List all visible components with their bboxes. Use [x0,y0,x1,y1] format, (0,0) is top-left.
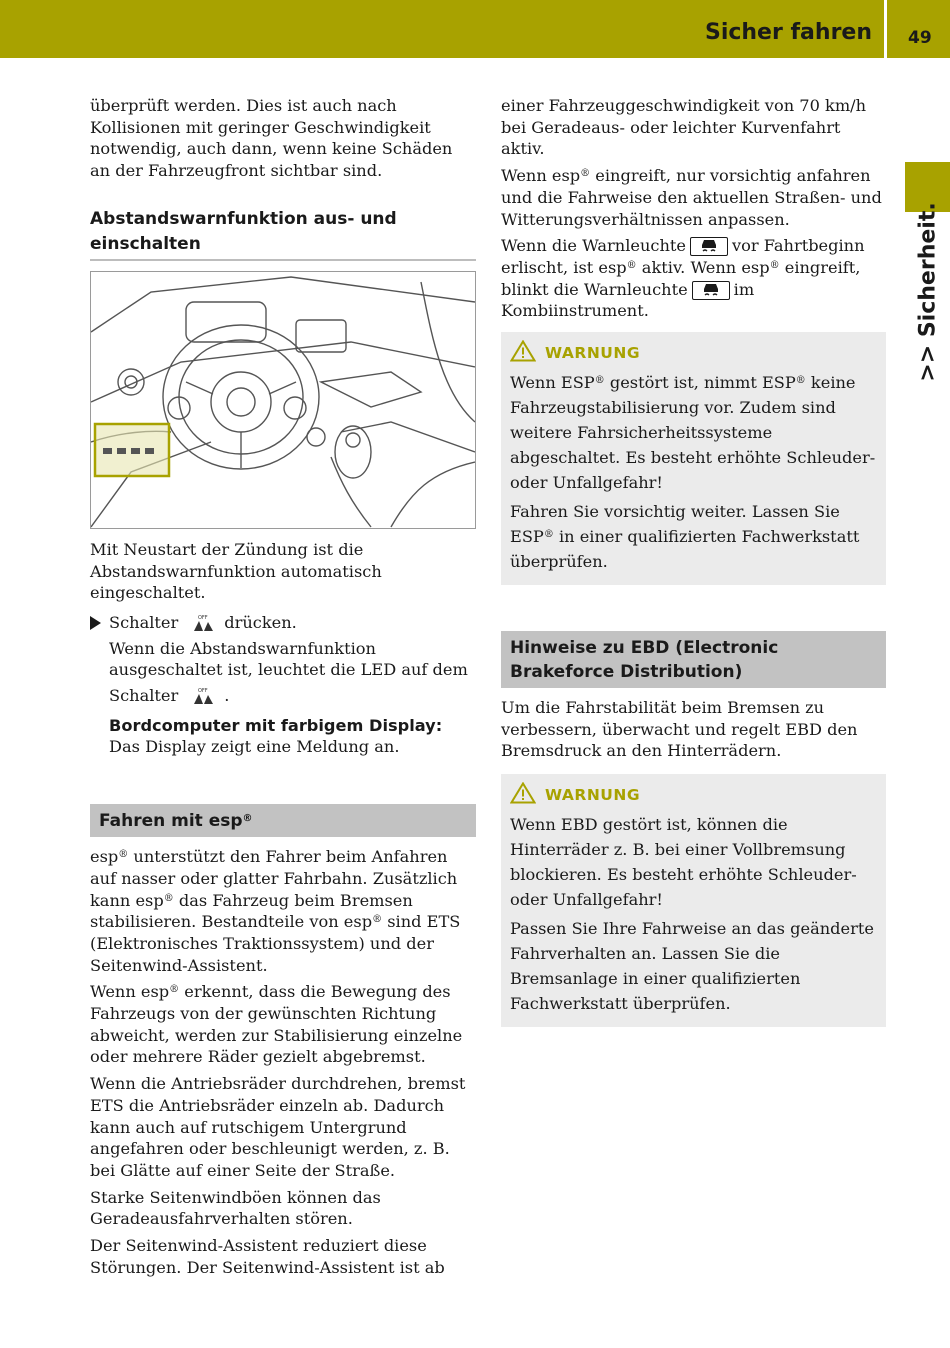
bordcomputer-label: Bordcomputer mit farbigem Display: [109,715,443,735]
warning-label: WARNUNG [545,344,641,363]
paragraph-esp-3: Wenn die Antriebsräder durchdrehen, bremst ETS die Antriebsräder einzeln ab. Dadurch kann auch auf rutschigem Untergrund angefahren oder beschleunigt werden, z. B. bei Glätte auf einer Seite der Straße. [90,1074,466,1180]
distance-warning-off-icon [190,614,216,638]
warning-ebd-text-2: Passen Sie Ihre Fahrweise an das geänderte Fahrverhalten an. Lassen Sie die Bremsanlage in einer qualifizierten Fachwerkstatt überprüfen. [510,919,874,1014]
warning-triangle-icon [510,340,536,362]
page-number: 49 [908,28,932,48]
side-section-label: >> Sicherheit. [915,202,941,382]
warning-ebd-text-1: Wenn EBD gestört ist, können die Hinterräder z. B. bei einer Vollbremsung blockieren. Es besteht erhöhte Schleuder- oder Unfallgefahr! [510,815,857,910]
paragraph-esp-eingreift: Wenn esp® eingreift, nur vorsichtig anfahren und die Fahrweise den aktuellen Straßen- und Witterungsverhältnissen anpassen. [501,166,882,229]
paragraph-ebd: Um die Fahrstabilität beim Bremsen zu verbessern, überwacht und regelt EBD den Bremsdruck an den Hinterrädern. [501,698,858,761]
paragraph-neustart: Mit Neustart der Zündung ist die Abstandswarnfunktion automatisch eingeschaltet. [90,539,382,603]
chapter-title: Sicher fahren [704,20,872,45]
paragraph-esp-5: Der Seitenwind-Assistent reduziert diese Störungen. Der Seitenwind-Assistent ist ab [90,1236,445,1277]
paragraph-esp-2: Wenn esp® erkennt, dass die Bewegung des Fahrzeugs von der gewünschten Richtung abweicht, werden zur Stabilisierung einzelne oder mehrere Räder gezielt abgebremst. [90,982,463,1067]
registered-mark: ® [242,813,253,825]
step-text-druecken: drücken. [224,612,297,632]
bullet-triangle-icon [90,616,101,630]
svg-text:OFF: OFF [198,688,208,695]
paragraph-intro: überprüft werden. Dies ist auch nach Kollisionen mit geringer Geschwindigkeit notwendig, auch dann, wenn keine Schäden an der Fahrzeugfront sichtbar sind. [90,96,453,181]
instruction-step [90,612,476,758]
warning-triangle-icon [510,782,536,804]
esp-skid-car-icon [692,281,730,300]
right-column [501,95,886,1027]
paragraph-esp-4: Starke Seitenwindböen können das Geradeausfahrverhalten stören. [90,1187,381,1229]
warning-label: WARNUNG [545,786,641,805]
step-result-led [109,638,476,681]
distance-warning-off-icon [190,687,216,711]
warning-esp-text-2: Fahren Sie vorsichtig weiter. Lassen Sie ESP® in einer qualifizierten Fachwerkstatt überprüfen. [510,502,860,572]
warning-box-esp [501,332,886,585]
heading-abstandswarnfunktion: Abstandswarnfunktion aus- und einschalten [90,207,476,261]
warning-header [510,340,877,366]
step-result-text: Wenn die Abstandswarnfunktion ausgeschaltet ist, leuchtet die LED auf dem [109,638,468,680]
heading-ebd: Hinweise zu EBD (Electronic Brakeforce Distribution) [501,631,886,688]
dashboard-drawing [91,272,475,528]
paragraph-esp-1: esp® unterstützt den Fahrer beim Anfahren auf nasser oder glatter Fahrbahn. Zusätzlich kann esp® das Fahrzeug beim Bremsen stabilisieren. Bestandteile von esp® sind ETS (Elektronisches Traktionssystem) und der Seitenwind-Assistent. [90,847,461,975]
step-text-schalter-2: Schalter [109,686,179,706]
step-text-schalter: Schalter [109,612,179,632]
esp-skid-car-icon [690,237,728,256]
bordcomputer-text: Das Display zeigt eine Meldung an. [109,737,400,757]
heading-fahren-mit-esp [90,804,476,837]
dashboard-illustration [90,271,476,529]
paragraph-speed: einer Fahrzeuggeschwindigkeit von 70 km/h bei Geradeaus- oder leichter Kurvenfahrt aktiv. [501,96,867,159]
heading-esp-text: Fahren mit esp [99,811,243,832]
warning-esp-text-1: Wenn ESP® gestört ist, nimmt ESP® keine Fahrzeugstabilisierung vor. Zudem sind weitere Fahrsicherheitssysteme abgeschaltet. Es besteht erhöhte Schleuder- oder Unfallgefahr! [510,373,876,493]
step-text-dot: . [224,686,230,706]
warning-header [510,782,877,808]
page-header-bar [0,0,950,58]
warning-box-ebd [501,774,886,1027]
left-column [90,95,476,1284]
header-separator [884,0,887,58]
paragraph-warnleuchte: Wenn die Warnleuchte vor Fahrtbeginn erlischt, ist esp® aktiv. Wenn esp® eingreift, blinkt die Warnleuchte im Kombiinstrument. [501,236,865,321]
svg-text:OFF: OFF [198,614,208,621]
